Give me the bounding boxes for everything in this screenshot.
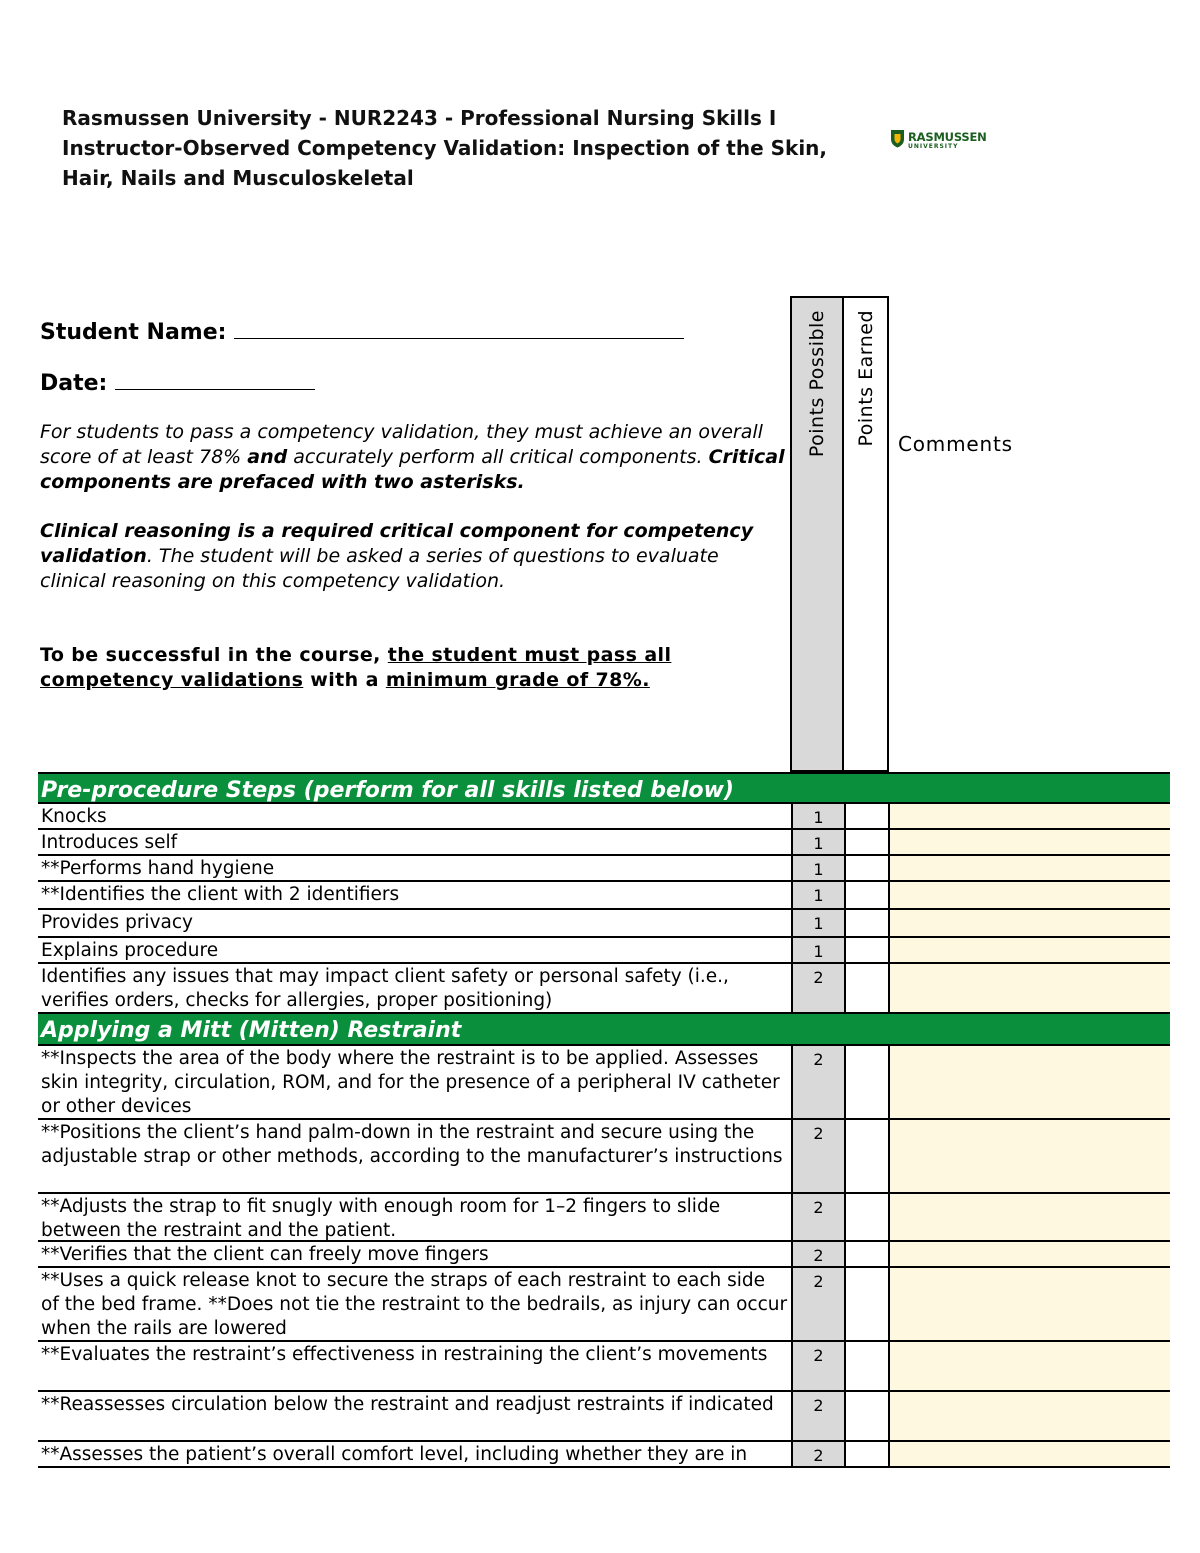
points-earned-cell[interactable] bbox=[844, 804, 890, 828]
header-line-3: Hair, Nails and Musculoskeletal bbox=[62, 166, 414, 190]
rasmussen-logo bbox=[890, 128, 990, 154]
table-row bbox=[38, 856, 1170, 882]
table-row bbox=[38, 882, 1170, 910]
task-description: Provides privacy bbox=[41, 912, 193, 933]
points-earned-cell[interactable] bbox=[844, 1342, 890, 1390]
points-possible-cell: 2 bbox=[791, 964, 844, 1012]
date-label: Date: bbox=[40, 371, 108, 396]
comments-cell[interactable] bbox=[890, 1242, 1170, 1266]
comments-cell[interactable] bbox=[890, 1342, 1170, 1390]
comments-cell[interactable] bbox=[890, 882, 1170, 908]
table-row bbox=[38, 910, 1170, 938]
p3-text-a: To be successful in the course, bbox=[40, 644, 388, 666]
task-description: **Verifies that the client can freely move fingers bbox=[41, 1244, 489, 1265]
points-possible-cell: 2 bbox=[791, 1194, 844, 1240]
points-possible-cell: 2 bbox=[791, 1392, 844, 1440]
comments-cell[interactable] bbox=[890, 1194, 1170, 1240]
task-description: **Evaluates the restraint’s effectiveness in restraining the client’s movements bbox=[41, 1344, 768, 1365]
points-possible-cell: 1 bbox=[791, 882, 844, 908]
logo-name: RASMUSSEN bbox=[908, 130, 987, 144]
task-description: **Performs hand hygiene bbox=[41, 858, 275, 879]
comments-cell[interactable] bbox=[890, 1120, 1170, 1192]
points-possible-cell: 1 bbox=[791, 830, 844, 854]
points-earned-cell[interactable] bbox=[844, 1392, 890, 1440]
points-earned-cell[interactable] bbox=[844, 1242, 890, 1266]
clinical-reasoning-text bbox=[40, 519, 790, 594]
points-earned-cell[interactable] bbox=[844, 1268, 890, 1340]
points-possible-cell: 2 bbox=[791, 1442, 844, 1466]
points-earned-cell[interactable] bbox=[844, 1194, 890, 1240]
points-earned-cell[interactable] bbox=[844, 964, 890, 1012]
table-row bbox=[38, 964, 1170, 1014]
p1-text-a: For students to pass a competency validation, they must achieve an overall score of at least 78% bbox=[40, 421, 763, 468]
points-possible-cell: 1 bbox=[791, 856, 844, 880]
p2-text-a: Clinical reasoning is a required critical component for competency validation bbox=[40, 520, 754, 567]
task-description: **Uses a quick release knot to secure the straps of each restraint to each side of the bed frame. **Does not tie the restraint to the bedrails, as injury can occur when the rails are lowered bbox=[41, 1270, 788, 1339]
section-title: Pre-procedure Steps (perform for all skills listed below) bbox=[41, 778, 734, 803]
points-possible-cell: 1 bbox=[791, 910, 844, 936]
comments-cell[interactable] bbox=[890, 910, 1170, 936]
comments-cell[interactable] bbox=[890, 1046, 1170, 1118]
task-description: **Assesses the patient’s overall comfort level, including whether they are in bbox=[41, 1444, 748, 1465]
comments-header: Comments bbox=[898, 432, 1013, 456]
comments-cell[interactable] bbox=[890, 1442, 1170, 1466]
table-row bbox=[38, 1442, 1170, 1468]
student-name-line[interactable] bbox=[234, 320, 684, 339]
p1-text-b: and bbox=[247, 446, 288, 468]
table-row bbox=[38, 1392, 1170, 1442]
p1-text-c: accurately perform all critical components. bbox=[287, 446, 709, 468]
table-row bbox=[38, 1046, 1170, 1120]
points-possible-cell: 2 bbox=[791, 1268, 844, 1340]
comments-cell[interactable] bbox=[890, 804, 1170, 828]
points-earned-cell[interactable] bbox=[844, 882, 890, 908]
table-row bbox=[38, 804, 1170, 830]
points-earned-cell[interactable] bbox=[844, 830, 890, 854]
student-name-label: Student Name: bbox=[40, 320, 227, 345]
table-row bbox=[38, 938, 1170, 964]
table-row bbox=[38, 1120, 1170, 1194]
points-possible-cell: 1 bbox=[791, 804, 844, 828]
comments-cell[interactable] bbox=[890, 830, 1170, 854]
p3-text-c: with a bbox=[303, 669, 386, 691]
task-description: Identifies any issues that may impact client safety or personal safety (i.e., verifies orders, checks for allergies, proper positioning) bbox=[41, 966, 729, 1011]
document-header bbox=[62, 103, 882, 193]
points-earned-label: Points Earned bbox=[854, 310, 877, 447]
section-header bbox=[38, 1014, 1170, 1046]
task-description: Knocks bbox=[41, 806, 107, 827]
task-description: **Reassesses circulation below the restraint and readjust restraints if indicated bbox=[41, 1394, 774, 1415]
table-row bbox=[38, 1342, 1170, 1392]
comments-cell[interactable] bbox=[890, 938, 1170, 962]
task-description: **Positions the client’s hand palm-down in the restraint and secure using the adjustable strap or other methods, according to the manufacturer’s instructions bbox=[41, 1122, 783, 1167]
points-earned-cell[interactable] bbox=[844, 1046, 890, 1118]
points-possible-cell: 2 bbox=[791, 1342, 844, 1390]
points-possible-cell: 1 bbox=[791, 938, 844, 962]
points-possible-cell: 2 bbox=[791, 1120, 844, 1192]
p3-text-b: the student must pass all competency validations bbox=[40, 644, 672, 691]
points-possible-label: Points Possible bbox=[806, 310, 828, 458]
p3-text-d: minimum grade of 78%. bbox=[385, 669, 650, 691]
competency-table bbox=[38, 772, 1170, 1468]
header-line-2: Instructor-Observed Competency Validation: Inspection of the Skin, bbox=[62, 136, 828, 160]
shield-icon bbox=[890, 129, 905, 148]
date-line[interactable] bbox=[115, 371, 315, 390]
section-title: Applying a Mitt (Mitten) Restraint bbox=[41, 1018, 462, 1043]
comments-cell[interactable] bbox=[890, 1392, 1170, 1440]
points-possible-cell: 2 bbox=[791, 1242, 844, 1266]
logo-subtitle: UNIVERSITY bbox=[908, 143, 959, 150]
points-possible-cell: 2 bbox=[791, 1046, 844, 1118]
points-earned-cell[interactable] bbox=[844, 856, 890, 880]
points-possible-header bbox=[790, 296, 844, 772]
instructions-block bbox=[40, 320, 790, 693]
task-description: **Identifies the client with 2 identifiers bbox=[41, 884, 400, 905]
task-description: Introduces self bbox=[41, 832, 178, 853]
section-header bbox=[38, 772, 1170, 804]
points-earned-cell[interactable] bbox=[844, 1442, 890, 1466]
comments-cell[interactable] bbox=[890, 1268, 1170, 1340]
table-row bbox=[38, 1194, 1170, 1242]
student-name-row bbox=[40, 320, 790, 345]
points-earned-cell[interactable] bbox=[844, 1120, 890, 1192]
table-row bbox=[38, 1242, 1170, 1268]
task-description: Explains procedure bbox=[41, 940, 219, 961]
table-row bbox=[38, 1268, 1170, 1342]
comments-cell[interactable] bbox=[890, 856, 1170, 880]
points-earned-cell[interactable] bbox=[844, 938, 890, 962]
p2-text-b: . The student will be asked a series of questions to evaluate clinical reasoning on this competency validation. bbox=[40, 545, 719, 592]
task-description: **Inspects the area of the body where the restraint is to be applied. Assesses skin integrity, circulation, ROM, and for the presence of a peripheral IV catheter or other devices bbox=[41, 1048, 780, 1117]
table-row bbox=[38, 830, 1170, 856]
p1-text-d: Critical components are prefaced with two asterisks. bbox=[40, 446, 785, 493]
header-line-1: Rasmussen University - NUR2243 - Professional Nursing Skills I bbox=[62, 106, 777, 130]
points-earned-header bbox=[842, 296, 889, 772]
date-row bbox=[40, 371, 790, 396]
task-description: **Adjusts the strap to fit snugly with enough room for 1–2 fingers to slide between the restraint and the patient. bbox=[41, 1196, 721, 1241]
points-earned-cell[interactable] bbox=[844, 910, 890, 936]
pass-requirements-text bbox=[40, 420, 790, 495]
comments-cell[interactable] bbox=[890, 964, 1170, 1012]
success-requirement-text bbox=[40, 643, 790, 693]
